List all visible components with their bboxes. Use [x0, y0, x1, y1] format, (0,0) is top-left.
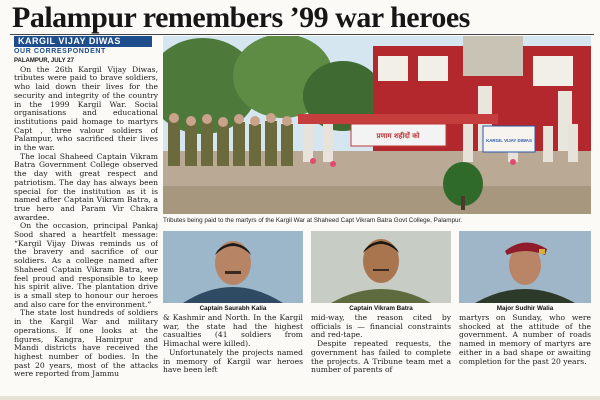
- portrait-sudhir-walia: [459, 231, 591, 303]
- tribute-photo: [163, 36, 591, 214]
- portrait-vikram-batra: [311, 231, 451, 303]
- portrait-illustration: [311, 231, 451, 303]
- article-paragraph: On the 26th Kargil Vijay Diwas, tributes were paid to brave soldiers, who laid down their lives for the security and integrity of the country in the 1999 Kargil War. Social organisations and educational institutions paid homage to martyrs Capt , three valour soldiers of Palampur, who sacrificed their lives in the war.: [14, 64, 158, 153]
- portrait-saurabh-kalia: [163, 231, 303, 303]
- dateline: PALAMPUR, JULY 27: [14, 58, 74, 64]
- headline-rule: [10, 34, 594, 35]
- article-column-2: [163, 314, 303, 398]
- article-paragraph: & Kashmir and North. In the Kargil war, the state had the highest casualties (41 soldiers from Himachal were killed).: [163, 314, 303, 349]
- photo-caption: Tributes being paid to the martyrs of the Kargil War at Shaheed Capt Vikram Batra Govt College, Palampur.: [163, 217, 463, 224]
- tribute-photo-illustration: [163, 36, 591, 214]
- portrait-caption: Major Sudhir Walia: [496, 305, 554, 312]
- portrait-illustration: [163, 231, 303, 303]
- page-bottom-edge: [0, 396, 600, 400]
- article-column-4: [459, 314, 591, 398]
- article-paragraph: martyrs on Sunday, who were shocked at the attitude of the government. A number of roads named in memory of martyrs are either in a bad shape or awaiting completion for the past 20 years.: [459, 314, 591, 366]
- article-paragraph: Despite repeated requests, the government has failed to complete the projects. A Tribune team met a number of parents of: [311, 339, 451, 375]
- article-column-1: [14, 57, 158, 395]
- portrait-caption: Captain Vikram Batra: [349, 305, 413, 312]
- article-paragraph: On the occasion, principal Pankaj Sood shared a heartfelt message: “Kargil Vijay Diwas reminds us of the bravery and sacrifice of our soldiers. As a college named after Shaheed Captain Vikram Batra, we feel proud and responsible to keep his spirit alive. The plantation drive is a small step to honour our heroes and also care for the environment.”: [14, 221, 158, 309]
- article-paragraph: The local Shaheed Captain Vikram Batra Government College observed the day with great respect and patriotism. The day has always been special for the institution as it is named after Captain Vikram Batra, a true hero and Param Vir Chakra awardee.: [14, 151, 158, 222]
- banner-english: KARGIL VIJAY DIWAS: [486, 138, 532, 143]
- article-paragraph: mid-way, the reason cited by officials is — financial constraints and red-tape.: [311, 314, 451, 340]
- article-paragraph: Unfortunately the projects named in memory of Kargil war heroes have been left: [163, 347, 303, 375]
- banner-hindi: प्रणाम शहीदों को: [376, 132, 420, 140]
- kicker-label: KARGIL VIJAY DIWAS: [14, 36, 152, 47]
- headline: Palampur remembers ’99 war heroes: [12, 1, 470, 34]
- portrait-illustration: [459, 231, 591, 303]
- article-paragraph: The state lost hundreds of soldiers in the Kargil War and military operations. If one looks at the figures, Kangra, Hamirpur and Mandi districts have received the highest number of bodies. In the past 20 years, most of the attacks were reported from Jammu: [14, 308, 158, 379]
- portrait-caption: Captain Saurabh Kalia: [199, 305, 267, 312]
- article-column-3: [311, 314, 451, 398]
- byline: OUR CORRESPONDENT: [14, 48, 106, 55]
